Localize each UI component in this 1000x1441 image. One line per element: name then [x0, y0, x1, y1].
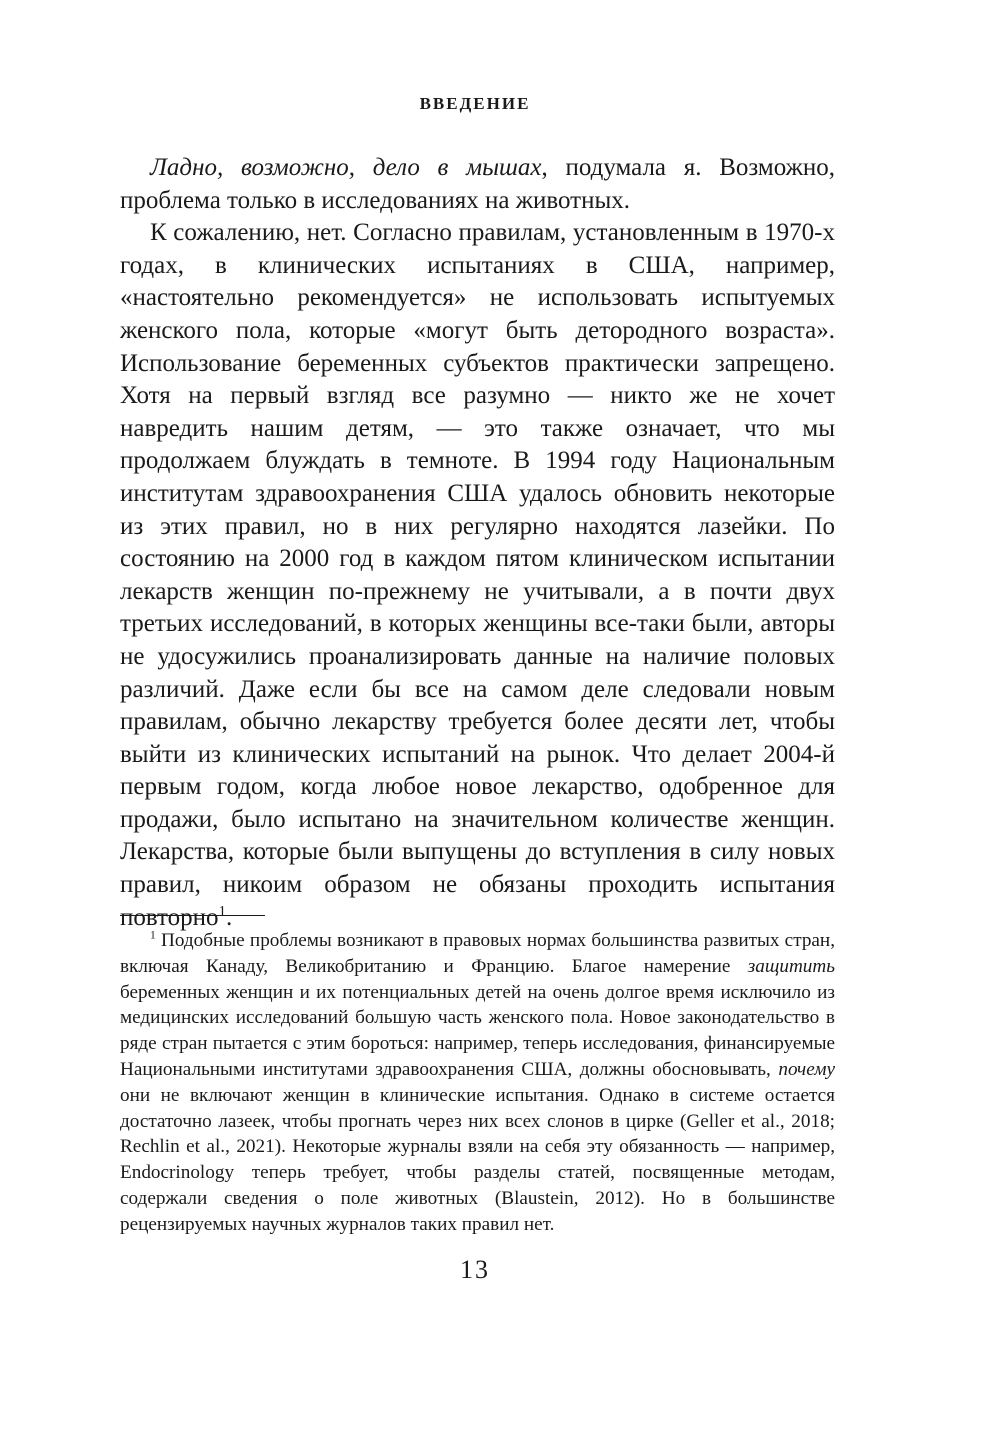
footnote-text-b: беременных женщин и их потенциальных детей на очень долгое время исключило из медицинских исследований большую часть женского пола. Новое законодательство в ряде стран пытается с этим бороться: например, теперь исследования, финансируемые Национальными институтами здравоохранения США, должны обосновывать, [120, 981, 835, 1080]
footnote [120, 928, 835, 1238]
paragraph-1 [120, 152, 835, 217]
footnote-italic-a: защитить [747, 955, 835, 977]
paragraph-2: К сожалению, нет. Согласно правилам, установленным в 1970-х годах, в клинических испытаниях в США, например, «настоятельно рекомендуется» не использовать испытуемых женского пола, которые «могут быть детородного возраста». Использование беременных субъектов практически запрещено. Хотя на первый взгляд все разумно — никто же не хочет навредить нашим детям, — это также означает, что мы продолжаем блуждать в темноте. В 1994 году Национальным институтам здравоохранения США удалось обновить некоторые из этих правил, но в них регулярно находятся лазейки. По состоянию на 2000 год в каждом пятом клиническом испытании лекарств женщин по-прежнему не учитывали, а в почти двух третьих исследований, в которых женщины все-таки были, авторы не удосужились проанализировать данные на наличие половых различий. Даже если бы все на самом деле следовали новым правилам, обычно лекарству требуется более десяти лет, чтобы выйти из клинических испытаний на рынок. Что делает 2004-й первым годом, когда любое новое лекарство, одобренное для продажи, было испытано на значительном количестве женщин. Лекарства, которые были выпущены до вступления в силу новых правил, никоим образом не обязаны проходить испытания повторно$^1$. [120, 219, 835, 931]
paragraph-2-text: К сожалению, нет. Согласно правилам, установленным в 1970-х годах, в клинических испытаниях в США, например, «настоятельно рекомендуется» не использовать испытуемых женского пола, которые «могут быть детородного возраста». Использование беременных субъектов практически запрещено. Хотя на первый взгляд все разумно — никто же не хочет навредить нашим детям, — это также означает, что мы продолжаем блуждать в темноте. В 1994 году Национальным институтам здравоохранения США удалось обновить некоторые из этих правил, но в них регулярно находятся лазейки. По состоянию на 2000 год в каждом пятом клиническом испытании лекарств женщин по-прежнему не учитывали, а в почти двух третьих исследований, в которых женщины все-таки были, авторы не удосужились проанализировать данные на наличие половых различий. Даже если бы все на самом деле следовали новым правилам, обычно лекарству требуется более десяти лет, чтобы выйти из клинических испытаний на рынок. Что делает 2004-й первым годом, когда любое новое лекарство, одобренное для продажи, было испытано на значительном количестве женщин. Лекарства, которые были выпущены до вступления в силу новых правил, никоим образом не обязаны проходить испытания повторно [120, 219, 835, 931]
footnote-reference: 1 [218, 903, 227, 920]
footnote-paragraph [120, 928, 835, 1238]
italic-phrase: Ладно, возможно, дело в мышах [150, 154, 542, 181]
footnote-text-c: они не включают женщин в клинические испытания. Однако в системе остается достаточно лазеек, чтобы прогнать через них всех слонов в цирке (Geller et al., 2018; Rechlin et al., 2021). Некоторые журналы взяли на себя эту обязанность — например, Endocrinology теперь требует, чтобы разделы статей, посвященные методам, содержали сведения о поле животных (Blaustein, 2012). Но в большинстве рецензируемых научных журналов таких правил нет. [120, 1084, 835, 1235]
main-text [120, 152, 835, 934]
paragraph-1-text: , подумала я. Возможно, проблема только в исследованиях на животных. [120, 154, 835, 214]
footnote-divider [120, 915, 265, 916]
page-number: 13 [460, 1255, 490, 1284]
footnote-italic-b: почему [778, 1058, 835, 1080]
footnote-marker: 1 [150, 929, 156, 942]
footnote-text-a: Подобные проблемы возникают в правовых нормах большинства развитых стран, включая Канаду, Великобританию и Францию. Благое намерение [120, 930, 835, 977]
running-head: ВВЕДЕНИЕ [419, 94, 531, 113]
